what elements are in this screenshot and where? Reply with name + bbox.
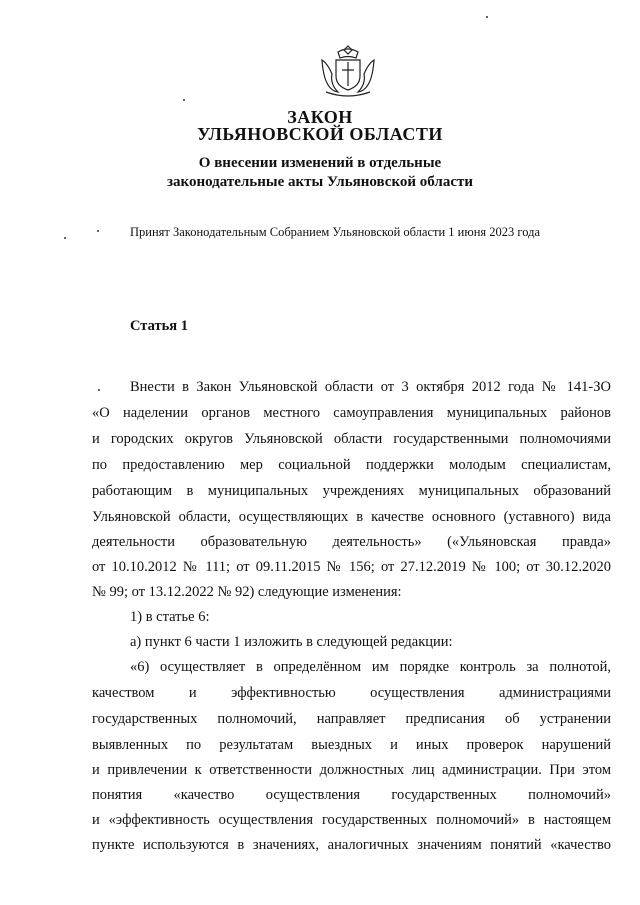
scan-speck <box>183 99 185 101</box>
scan-speck <box>98 389 100 391</box>
body-line: государственных полномочий, направляет предписания об устранении <box>92 711 611 727</box>
body-line: работающим в муниципальных учреждениях муниципальных образований <box>92 483 611 499</box>
list-item: а) пункт 6 части 1 изложить в следующей редакции: <box>130 634 453 650</box>
body-line: Внести в Закон Ульяновской области от 3 октября 2012 года № 141-ЗО <box>130 379 611 395</box>
body-line: и «эффективность осуществления государственных полномочий» в настоящем <box>92 812 611 828</box>
law-subject-line-1: О внесении изменений в отдельные <box>198 155 442 171</box>
body-line: понятия «качество осуществления государственных полномочий» <box>92 787 611 803</box>
body-line: и городских округов Ульяновской области государственными полномочиями <box>92 431 611 447</box>
coat-of-arms-emblem <box>316 42 380 98</box>
body-line: по предоставлению мер социальной поддержки молодым специалистам, <box>92 457 611 473</box>
body-line: выявленных по результатам выездных и иных проверок нарушений <box>92 737 611 753</box>
list-item: 1) в статье 6: <box>130 609 210 625</box>
body-line: пункте используются в значениях, аналогичных значениям понятий «качество <box>92 837 611 853</box>
region-title: УЛЬЯНОВСКОЙ ОБЛАСТИ <box>197 124 443 144</box>
scan-speck <box>64 237 66 239</box>
adoption-note: Принят Законодательным Собранием Ульяновской области 1 июня 2023 года <box>130 225 540 239</box>
law-subject-line-2: законодательные акты Ульяновской области <box>166 174 474 190</box>
law-title: ЗАКОН <box>287 107 353 127</box>
body-line: Ульяновской области, осуществляющих в качестве основного (уставного) вида <box>92 509 611 525</box>
scan-speck <box>97 230 99 232</box>
body-line: и привлечении к ответственности должностных лиц администрации. При этом <box>92 762 611 778</box>
scan-speck <box>486 16 488 18</box>
body-line: деятельности образовательную деятельность» («Ульяновская правда» <box>92 534 611 550</box>
body-line: от 10.10.2012 № 111; от 09.11.2015 № 156; от 27.12.2019 № 100; от 30.12.2020 <box>92 559 611 575</box>
body-line: «6) осуществляет в определённом им порядке контроль за полнотой, <box>130 659 611 675</box>
article-heading: Статья 1 <box>130 318 188 334</box>
body-line: № 99; от 13.12.2022 № 92) следующие изменения: <box>92 584 402 600</box>
body-line: качеством и эффективностью осуществления администрациями <box>92 685 611 701</box>
body-line: «О наделении органов местного самоуправления муниципальных районов <box>92 405 611 421</box>
